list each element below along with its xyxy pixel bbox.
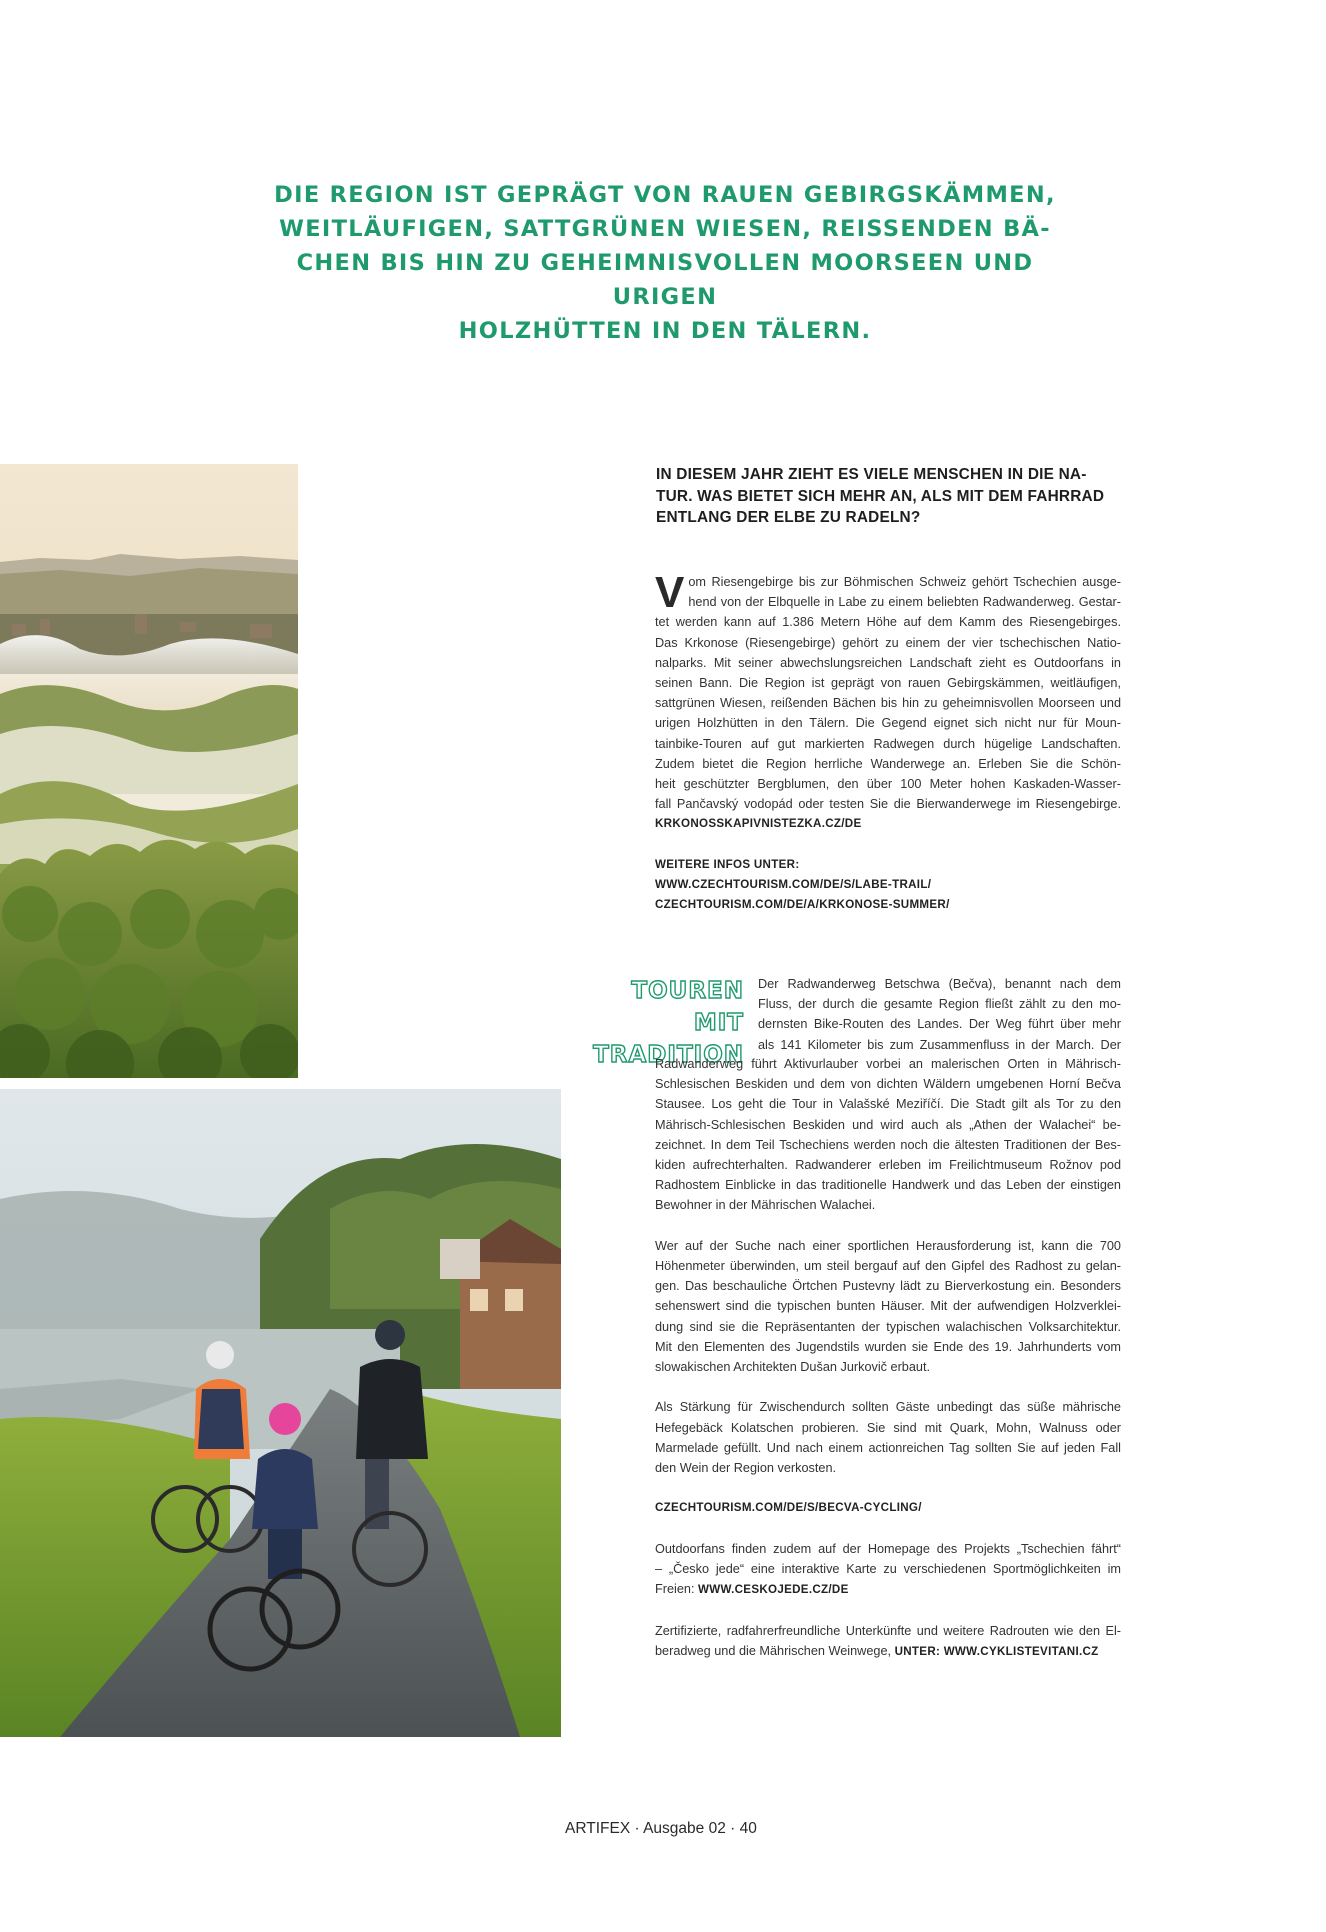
body-text: Freien: (655, 1582, 699, 1597)
body-line: Das Krkonose (Riesengebirge) gehört zu einem der vier tschechischen Natio- (655, 635, 1121, 650)
body-line: Wer auf der Suche nach einer sportlichen Herausforderung ist, kann die 700 (655, 1238, 1121, 1253)
krkonose-summer-link[interactable]: CZECHTOURISM.COM/DE/A/KRKONOSE-SUMMER/ (655, 898, 950, 912)
drop-cap: V (655, 568, 685, 617)
intro-line: TUR. WAS BIETET SICH MEHR AN, ALS MIT DEM FAHRRAD (656, 487, 1105, 505)
body-line: sehenswert sind die typischen bunten Häuser. Mit der aufwendigen Holzverklei- (655, 1299, 1121, 1314)
spacer (655, 1216, 1121, 1236)
body-line: hend von der Elbquelle in Labe zu einem beliebten Radwanderweg. Gestar- (688, 595, 1121, 610)
body-line: heit geschützter Bergblumen, den über 100 Meter hohen Kaskaden-Wasser- (655, 777, 1121, 792)
family-cycling-photo (0, 1089, 561, 1737)
section-heading-line: TRADITION (593, 1042, 744, 1068)
intro-line: IN DIESEM JAHR ZIEHT ES VIELE MENSCHEN IN DIE NA- (656, 466, 1087, 483)
spacer (655, 1478, 1121, 1498)
body-line: Zudem bietet die Region herrliche Wanderwege an. Erleben Sie die Schön- (655, 756, 1121, 771)
body-line: Hefegebäck Kolatschen probieren. Sie sind mit Quark, Mohn, Walnuss oder (655, 1420, 1121, 1435)
page-footer: ARTIFEX · Ausgabe 02 · 40 (565, 1820, 757, 1837)
body-line: gen. Das beschauliche Örtchen Pustevny lädt zu Bierverkostung ein. Besonders (655, 1279, 1121, 1294)
article-body-2 (655, 1054, 1121, 1662)
further-info-label: WEITERE INFOS UNTER: (655, 858, 800, 871)
body-line: Radhostem Einblicke in das traditionelle Handwerk und das Leben der einstigen (655, 1178, 1121, 1193)
body-line: nalparks. Mit seiner abwechslungsreichen Landschaft zieht es Outdoorfans in (655, 655, 1121, 670)
body-line: Fluss, der durch die gesamte Region fließt zählt zu den mo- (758, 997, 1121, 1012)
body-line: Mit den Elementen des Jugendstils wurden sie Ende des 19. Jahrhunderts vom (655, 1339, 1121, 1354)
body-text: beradweg und die Mährischen Weinwege, (655, 1643, 895, 1658)
body-line: dernsten Bike-Routen des Landes. Der Weg führt über mehr (758, 1017, 1121, 1032)
body-line: Höhenmeter überwinden, um steil bergauf auf den Gipfel des Radhost zu gelan- (655, 1259, 1121, 1274)
pull-quote-line: WEITLÄUFIGEN, SATTGRÜNEN WIESEN, REISSENDEN BÄ- (279, 216, 1051, 242)
body-line: Zertifizierte, radfahrerfreundliche Unterkünfte und weitere Radrouten wie den El- (655, 1623, 1121, 1638)
section-heading-line: TOUREN MIT (631, 978, 744, 1036)
body-line: kiden aufrechterhalten. Radwanderer erleben im Freilichtmuseum Rožnov pod (655, 1158, 1121, 1173)
intro-heading (656, 464, 1116, 529)
labe-trail-link[interactable]: WWW.CZECHTOURISM.COM/DE/S/LABE-TRAIL/ (655, 878, 932, 892)
body-line: tet werden kann auf 1.386 Metern Höhe auf dem Kamm des Riesengebirges. (655, 615, 1121, 630)
ceskojede-link[interactable]: WWW.CESKOJEDE.CZ/DE (698, 1583, 849, 1597)
article-body-1 (655, 568, 1121, 835)
spacer (655, 1519, 1121, 1539)
body-line (655, 1641, 1121, 1662)
spacer (655, 1377, 1121, 1397)
body-line: Mährisch-Schlesischen Beskiden und wird auch als „Athen der Walachei“ be- (655, 1117, 1121, 1132)
touren-intro (758, 974, 1121, 1055)
body-line: slowakischen Architekten Dušan Jurkovič erbaut. (655, 1360, 931, 1375)
body-line: Schlesischen Beskiden und dem von dichten Wäldern umgebenen Horní Bečva (655, 1077, 1121, 1092)
body-line: om Riesengebirge bis zur Böhmischen Schweiz gehört Tschechien ausge- (688, 575, 1121, 589)
body-line: als 141 Kilometer bis zum Zusammenfluss in der March. Der (758, 1037, 1121, 1052)
body-line: den Wein der Region verkosten. (655, 1461, 837, 1476)
body-line: tainbike-Touren auf gut markierten Radwegen durch hügelige Landschaften. (655, 736, 1121, 751)
body-line: Der Radwanderweg Betschwa (Bečva), benannt nach dem (758, 977, 1121, 991)
body-line: – „Česko jede“ eine interaktive Karte zu verschiedenen Sportmöglichkeiten im (655, 1562, 1121, 1577)
intro-line: ENTLANG DER ELBE ZU RADELN? (656, 509, 921, 526)
body-line: Als Stärkung für Zwischendurch sollten Gäste unbedingt das süße mährische (655, 1400, 1121, 1415)
pull-quote-line: DIE REGION IST GEPRÄGT VON RAUEN GEBIRGSKÄMMEN, (274, 182, 1056, 208)
body-line: fall Pančavský vodopád oder testen Sie die Bierwanderwege im Riesengebirge. (655, 797, 1121, 812)
body-line: Bewohner in der Mährischen Walachei. (655, 1198, 876, 1213)
krkonose-link[interactable]: KRKONOSSKAPIVNISTEZKA.CZ/DE (655, 817, 862, 831)
pull-quote-line: HOLZHÜTTEN IN DEN TÄLERN. (458, 318, 872, 344)
valley-fog-photo (0, 464, 298, 1078)
body-line: Marmelade gefüllt. Und nach einem actionreichen Tag sollten Sie auf jeden Fall (655, 1440, 1121, 1455)
body-line (655, 1579, 1121, 1600)
cyklistevitani-link[interactable]: UNTER: WWW.CYKLISTEVITANI.CZ (894, 1644, 1099, 1658)
body-line: Stausee. Los geht die Tour in Valašské Meziříčí. Die Stadt gilt als Tor zu den (655, 1097, 1121, 1112)
pull-quote-line: CHEN BIS HIN ZU GEHEIMNISVOLLEN MOORSEEN UND URIGEN (296, 250, 1034, 310)
further-info (655, 855, 1121, 916)
body-line: sattgrünen Wiesen, reißenden Bächen bis hin zu geheimnisvollen Moorseen und (655, 696, 1121, 711)
body-line: dung sind sie die Repräsentanten der typischen walachischen Volksarchitektur. (655, 1319, 1121, 1334)
body-line: seinen Bann. Die Region ist geprägt von rauen Gebirgskämmen, weitläufigen, (655, 676, 1121, 691)
body-line: zeichnet. In dem Teil Tschechiens werden noch die ältesten Traditionen der Bes- (655, 1137, 1121, 1152)
becva-cycling-link[interactable]: CZECHTOURISM.COM/DE/S/BECVA-CYCLING/ (655, 1501, 922, 1515)
body-line: urigen Holzhütten in den Tälern. Die Gegend eignet sich nicht nur für Moun- (655, 716, 1121, 731)
body-line: Radwanderweg führt Aktivurlauber vorbei an malerischen Orten in Mährisch- (655, 1057, 1121, 1071)
pull-quote (270, 178, 1060, 348)
body-line: Outdoorfans finden zudem auf der Homepage des Projekts „Tschechien fährt“ (655, 1541, 1121, 1556)
spacer (655, 1600, 1121, 1620)
